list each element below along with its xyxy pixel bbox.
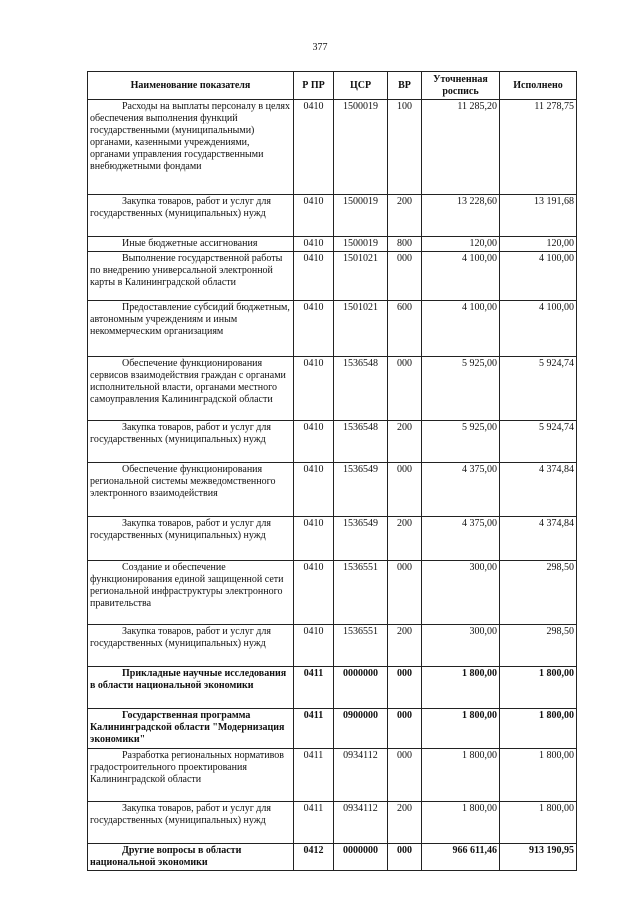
cell-plan: 11 285,20 (422, 100, 500, 195)
cell-vr: 000 (388, 749, 422, 802)
cell-vr: 000 (388, 844, 422, 871)
cell-plan: 1 800,00 (422, 802, 500, 844)
table-row (88, 802, 577, 844)
cell-plan: 120,00 (422, 237, 500, 252)
table-row (88, 463, 577, 517)
cell-csr: 1536549 (334, 463, 388, 517)
cell-plan: 966 611,46 (422, 844, 500, 871)
cell-csr: 1536548 (334, 421, 388, 463)
cell-csr: 0000000 (334, 844, 388, 871)
table-row (88, 749, 577, 802)
cell-plan: 300,00 (422, 625, 500, 667)
cell-vr: 200 (388, 517, 422, 561)
cell-name: Разработка региональных нормативов градостроительного проектирования Калининградской области (88, 749, 294, 802)
cell-rpr: 0410 (294, 195, 334, 237)
table-row (88, 252, 577, 301)
table-row (88, 357, 577, 421)
cell-plan: 5 925,00 (422, 357, 500, 421)
table-row (88, 237, 577, 252)
header-csr: ЦСР (334, 72, 388, 100)
cell-plan: 4 375,00 (422, 463, 500, 517)
cell-done: 298,50 (500, 561, 577, 625)
cell-csr: 1536548 (334, 357, 388, 421)
header-vr: ВР (388, 72, 422, 100)
cell-vr: 000 (388, 561, 422, 625)
cell-done: 1 800,00 (500, 667, 577, 709)
cell-done: 298,50 (500, 625, 577, 667)
cell-rpr: 0410 (294, 517, 334, 561)
cell-name: Закупка товаров, работ и услуг для государственных (муниципальных) нужд (88, 421, 294, 463)
cell-name: Выполнение государственной работы по внедрению универсальной электронной карты в Калининградской области (88, 252, 294, 301)
cell-done: 4 100,00 (500, 252, 577, 301)
page-number: 377 (312, 42, 328, 53)
cell-plan: 4 100,00 (422, 252, 500, 301)
cell-rpr: 0412 (294, 844, 334, 871)
cell-rpr: 0410 (294, 252, 334, 301)
table-row (88, 517, 577, 561)
table-row (88, 667, 577, 709)
cell-name: Предоставление субсидий бюджетным, автономным учреждениям и иным некоммерческим организациям (88, 301, 294, 357)
cell-csr: 0934112 (334, 802, 388, 844)
cell-name: Закупка товаров, работ и услуг для государственных (муниципальных) нужд (88, 195, 294, 237)
table-row (88, 561, 577, 625)
table-row (88, 421, 577, 463)
cell-csr: 0000000 (334, 667, 388, 709)
cell-csr: 0934112 (334, 749, 388, 802)
table-body (88, 100, 577, 871)
cell-name: Государственная программа Калининградской области "Модернизация экономики" (88, 709, 294, 749)
cell-rpr: 0410 (294, 357, 334, 421)
cell-name: Иные бюджетные ассигнования (88, 237, 294, 252)
cell-vr: 000 (388, 252, 422, 301)
cell-vr: 000 (388, 709, 422, 749)
cell-plan: 300,00 (422, 561, 500, 625)
cell-rpr: 0411 (294, 802, 334, 844)
cell-vr: 000 (388, 357, 422, 421)
cell-vr: 200 (388, 421, 422, 463)
cell-name: Другие вопросы в области национальной экономики (88, 844, 294, 871)
header-name: Наименование показателя (88, 72, 294, 100)
cell-csr: 1500019 (334, 195, 388, 237)
cell-rpr: 0411 (294, 667, 334, 709)
cell-plan: 4 375,00 (422, 517, 500, 561)
table-row (88, 625, 577, 667)
cell-rpr: 0410 (294, 625, 334, 667)
cell-vr: 800 (388, 237, 422, 252)
cell-rpr: 0410 (294, 237, 334, 252)
cell-vr: 000 (388, 463, 422, 517)
cell-vr: 200 (388, 802, 422, 844)
cell-done: 1 800,00 (500, 749, 577, 802)
cell-name: Закупка товаров, работ и услуг для государственных (муниципальных) нужд (88, 802, 294, 844)
cell-rpr: 0411 (294, 709, 334, 749)
cell-csr: 1536549 (334, 517, 388, 561)
cell-done: 1 800,00 (500, 802, 577, 844)
cell-name: Расходы на выплаты персоналу в целях обеспечения выполнения функций государственными (муниципальными) органами, казенными учреждениями, органами управления государственными внебюджетными фондами (88, 100, 294, 195)
cell-plan: 1 800,00 (422, 749, 500, 802)
header-rpr: Р ПР (294, 72, 334, 100)
cell-rpr: 0410 (294, 561, 334, 625)
cell-rpr: 0411 (294, 749, 334, 802)
cell-name: Прикладные научные исследования в области национальной экономики (88, 667, 294, 709)
cell-csr: 1500019 (334, 100, 388, 195)
cell-done: 4 100,00 (500, 301, 577, 357)
table-header-row (88, 72, 577, 100)
cell-vr: 000 (388, 667, 422, 709)
cell-vr: 200 (388, 625, 422, 667)
cell-csr: 0900000 (334, 709, 388, 749)
cell-plan: 1 800,00 (422, 667, 500, 709)
table-row (88, 195, 577, 237)
table-row (88, 844, 577, 871)
cell-done: 5 924,74 (500, 421, 577, 463)
cell-vr: 100 (388, 100, 422, 195)
cell-rpr: 0410 (294, 100, 334, 195)
cell-done: 13 191,68 (500, 195, 577, 237)
cell-name: Обеспечение функционирования региональной системы межведомственного электронного взаимодействия (88, 463, 294, 517)
cell-done: 4 374,84 (500, 517, 577, 561)
cell-rpr: 0410 (294, 301, 334, 357)
header-plan: Уточненная роспись (422, 72, 500, 100)
cell-done: 5 924,74 (500, 357, 577, 421)
cell-plan: 4 100,00 (422, 301, 500, 357)
cell-csr: 1536551 (334, 561, 388, 625)
table-row (88, 301, 577, 357)
cell-plan: 13 228,60 (422, 195, 500, 237)
cell-csr: 1501021 (334, 301, 388, 357)
header-done: Исполнено (500, 72, 577, 100)
cell-done: 4 374,84 (500, 463, 577, 517)
cell-vr: 600 (388, 301, 422, 357)
cell-rpr: 0410 (294, 463, 334, 517)
budget-table (87, 71, 577, 871)
cell-plan: 5 925,00 (422, 421, 500, 463)
cell-rpr: 0410 (294, 421, 334, 463)
table-row (88, 709, 577, 749)
cell-name: Обеспечение функционирования сервисов взаимодействия граждан с органами исполнительной власти, органами местного самоуправления Калининградской области (88, 357, 294, 421)
cell-done: 913 190,95 (500, 844, 577, 871)
cell-done: 1 800,00 (500, 709, 577, 749)
cell-csr: 1536551 (334, 625, 388, 667)
cell-plan: 1 800,00 (422, 709, 500, 749)
table-row (88, 100, 577, 195)
cell-name: Закупка товаров, работ и услуг для государственных (муниципальных) нужд (88, 625, 294, 667)
cell-csr: 1501021 (334, 252, 388, 301)
cell-csr: 1500019 (334, 237, 388, 252)
cell-done: 120,00 (500, 237, 577, 252)
cell-name: Создание и обеспечение функционирования единой защищенной сети региональной инфраструктуры электронного правительства (88, 561, 294, 625)
cell-vr: 200 (388, 195, 422, 237)
cell-name: Закупка товаров, работ и услуг для государственных (муниципальных) нужд (88, 517, 294, 561)
cell-done: 11 278,75 (500, 100, 577, 195)
